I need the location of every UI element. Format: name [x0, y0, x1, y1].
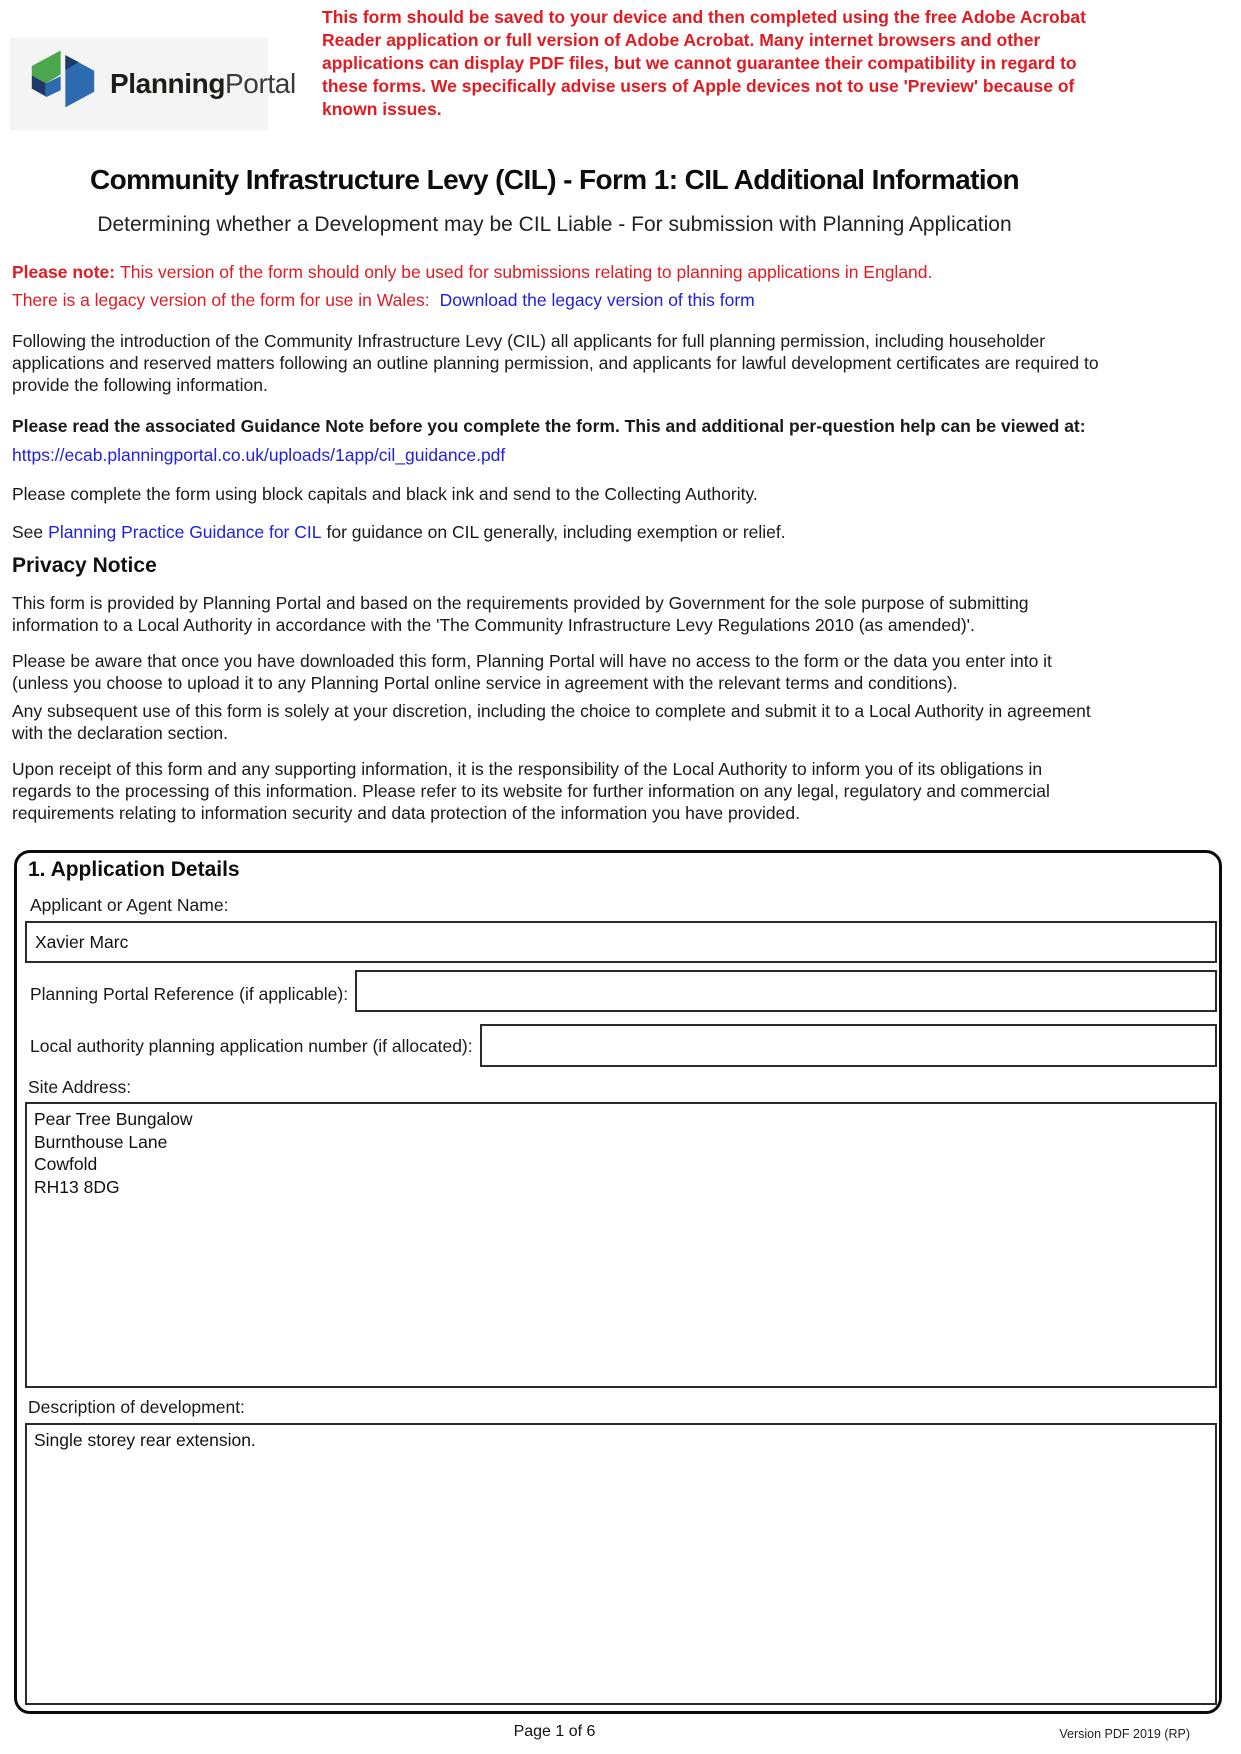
wordmark-planning: Planning	[110, 68, 226, 99]
wordmark-portal: Portal	[225, 68, 296, 99]
guidance-url-link	[12, 444, 1102, 466]
lpa-number-label: Local authority planning application number (if allocated):	[30, 1036, 473, 1056]
section1-heading: 1. Application Details	[28, 858, 240, 881]
description-textarea[interactable]	[25, 1423, 1217, 1705]
page-number: Page 1 of 6	[513, 1723, 596, 1740]
planning-practice-guidance-link[interactable]: Planning Practice Guidance for CIL	[48, 522, 322, 542]
form-subtitle: Determining whether a Development may be CIL Liable - For submission with Planning Application	[97, 213, 1012, 236]
site-address-textarea[interactable]	[25, 1102, 1217, 1388]
version-label: Version PDF 2019 (RP)	[1059, 1727, 1190, 1741]
please-note-label: Please note:	[12, 262, 116, 282]
portal-reference-label: Planning Portal Reference (if applicable):	[30, 984, 349, 1004]
description-label: Description of development:	[28, 1397, 245, 1417]
see-prefix: See	[12, 522, 44, 542]
privacy-paragraph-4: Upon receipt of this form and any supporting information, it is the responsibility of the Local Authority to inform you of its obligations in regards to the processing of this information. Please refer to its website for further information on any legal, regulatory and commercial requirements relating to information security and data protection of the information you have provided.	[12, 759, 1050, 823]
planning-portal-logo-icon	[24, 43, 102, 125]
privacy-paragraph-3: Any subsequent use of this form is solely at your discretion, including the choice to complete and submit it to a Local Authority in agreement with the declaration section.	[12, 701, 1091, 743]
portal-reference-input[interactable]	[355, 970, 1217, 1012]
form-title: Community Infrastructure Levy (CIL) - Form 1: CIL Additional Information	[89, 164, 1020, 195]
applicant-name-label: Applicant or Agent Name:	[30, 895, 229, 915]
legacy-form-link[interactable]: Download the legacy version of this form	[439, 290, 755, 310]
planning-portal-logo	[10, 38, 296, 130]
guidance-note-text: Please read the associated Guidance Note before you complete the form. This and additional per-question help can be viewed at:	[12, 416, 1086, 436]
privacy-paragraph-2: Please be aware that once you have downloaded this form, Planning Portal will have no access to the form or the data you enter into it (unless you choose to upload it to any Planning Portal online service in agreement with the relevant terms and conditions).	[12, 651, 1052, 693]
cil-guidance-pdf-link[interactable]: https://ecab.planningportal.co.uk/uploads/1app/cil_guidance.pdf	[12, 445, 506, 465]
please-note-text: This version of the form should only be used for submissions relating to planning applications in England.	[120, 262, 933, 282]
intro-paragraph: Following the introduction of the Community Infrastructure Levy (CIL) all applicants for full planning permission, including householder applications and reserved matters following an outline planning permission, and applicants for lawful development certificates are required to provide the following information.	[12, 331, 1099, 395]
block-capitals-text: Please complete the form using block capitals and black ink and send to the Collecting Authority.	[12, 484, 758, 504]
planning-portal-wordmark	[110, 68, 296, 100]
privacy-notice-heading: Privacy Notice	[12, 554, 157, 577]
privacy-paragraph-1: This form is provided by Planning Portal and based on the requirements provided by Government for the sole purpose of submitting information to a Local Authority in accordance with the 'The Community Infrastructure Levy Regulations 2010 (as amended)'.	[12, 593, 1029, 635]
legacy-note-text: There is a legacy version of the form for use in Wales:	[12, 290, 430, 310]
see-guidance-line	[12, 521, 1102, 543]
applicant-name-input[interactable]	[25, 921, 1217, 963]
please-note-line	[12, 262, 1102, 283]
lpa-number-input[interactable]	[480, 1024, 1217, 1067]
site-address-label: Site Address:	[28, 1077, 132, 1097]
adobe-warning-text: This form should be saved to your device and then completed using the free Adobe Acrobat Reader application or full version of Adobe Acrobat. Many internet browsers and other applications can display PDF files, but we cannot guarantee their compatibility in regard to these forms. We specifically advise users of Apple devices not to use 'Preview' because of known issues.	[322, 7, 1086, 119]
see-suffix: for guidance on CIL generally, including exemption or relief.	[326, 522, 786, 542]
legacy-note-line	[12, 290, 1102, 311]
